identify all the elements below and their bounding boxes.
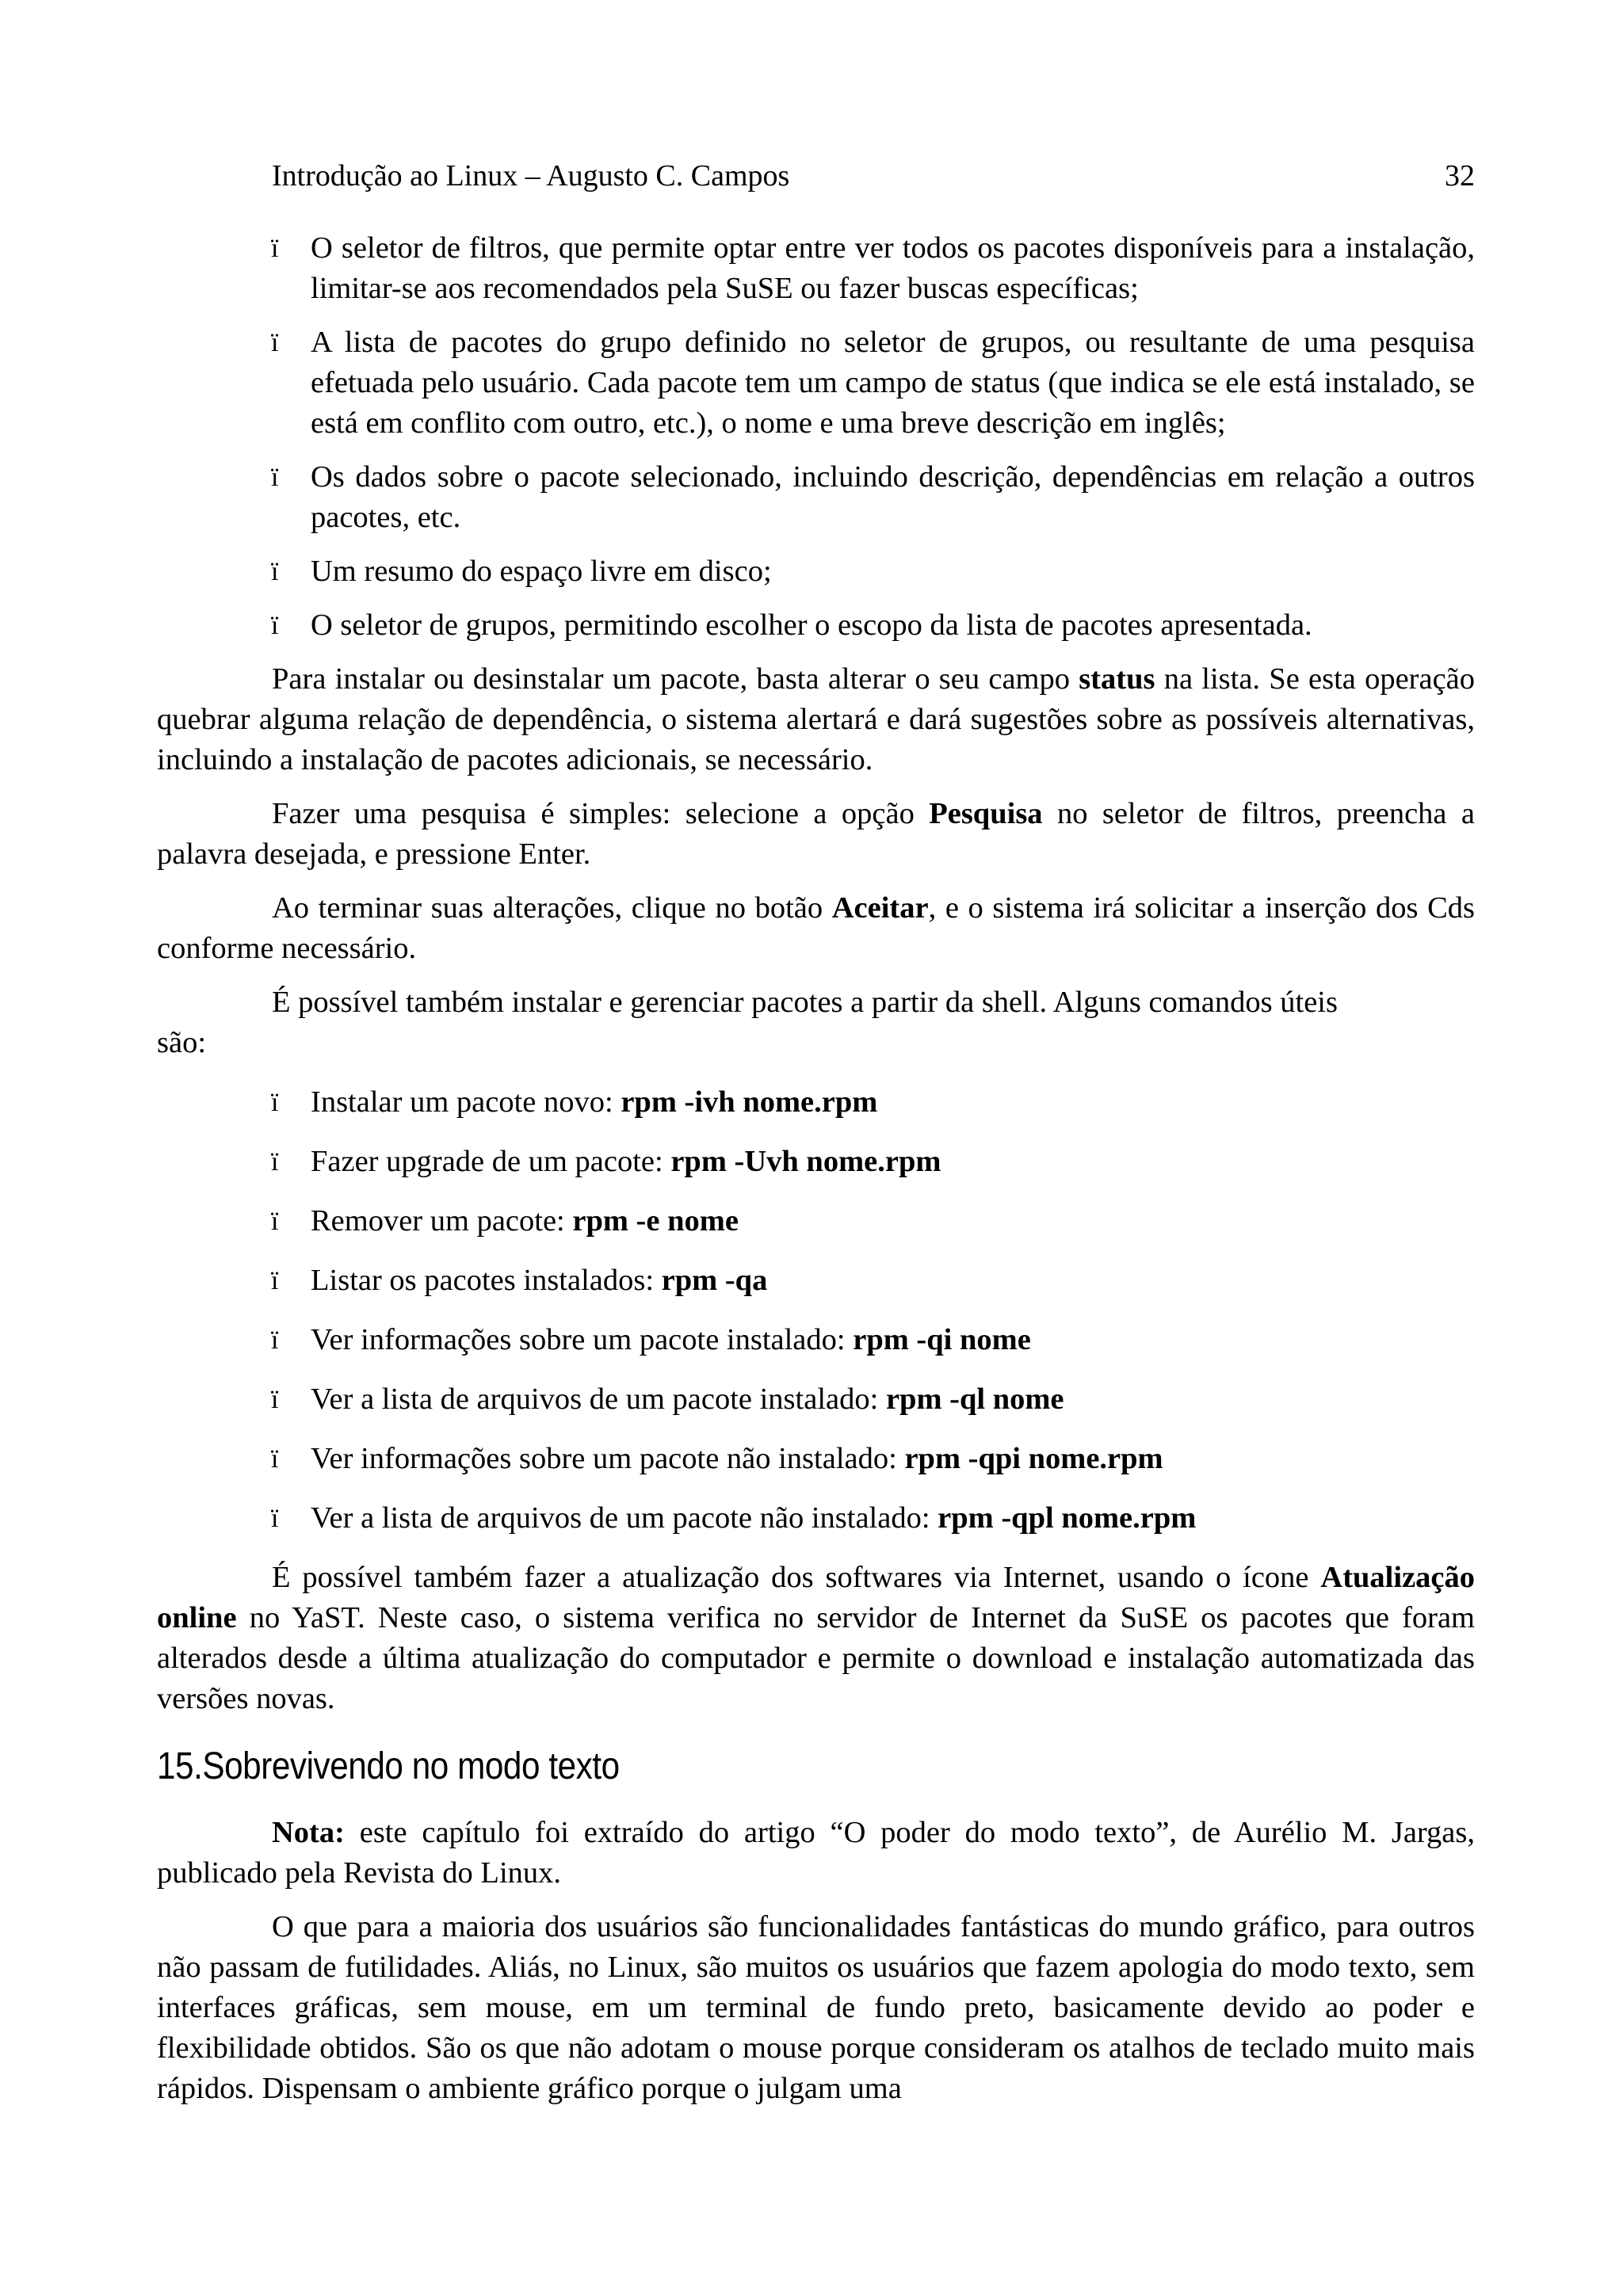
bullet-marker: ï (271, 234, 279, 263)
text-run: É possível também fazer a atualização dos softwares via Internet, usando o ícone (272, 1561, 1321, 1594)
command-code: rpm -qa (661, 1264, 768, 1297)
bullet-marker: ï (271, 1207, 279, 1236)
list-item (157, 457, 1475, 538)
command-code: rpm -qi nome (853, 1323, 1031, 1356)
paragraph-aceitar (157, 888, 1475, 969)
command-code: rpm -ql nome (885, 1383, 1064, 1416)
bold-term-aceitar: Aceitar (831, 891, 929, 925)
bullet-marker: ï (271, 1444, 279, 1474)
list-item (157, 605, 1475, 646)
bold-term-status: status (1079, 662, 1155, 696)
paragraph-text-mode: O que para a maioria dos usuários são funcionalidades fantásticas do mundo gráfico, para outros não passam de futilidades. Aliás, no Linux, são muitos os usuários que fazem apologia do modo texto, sem interfaces gráficas, sem mouse, em um terminal de fundo preto, basicamente devido ao poder e flexibilidade obtidos. São os que não adotam o mouse porque consideram os atalhos de teclado muito mais rápidos. Dispensam o ambiente gráfico porque o julgam uma (157, 1910, 1475, 2105)
list-item-text: Os dados sobre o pacote selecionado, incluindo descrição, dependências em relação a outros pacotes, etc. (311, 460, 1475, 534)
command-item (157, 1320, 1475, 1360)
text-run: Ao terminar suas alterações, clique no botão (272, 891, 832, 925)
text-run: É possível também instalar e gerenciar pacotes a partir da shell. Alguns comandos úteis (272, 986, 1338, 1019)
command-item (157, 1082, 1475, 1123)
text-run: no YaST. Neste caso, o sistema verifica no servidor de Internet da SuSE os pacotes que foram alterados desde a última atualização do computador e permite o download e instalação automatizada das versões novas. (157, 1601, 1475, 1715)
bold-term-nota: Nota: (272, 1816, 345, 1849)
command-item (157, 1498, 1475, 1539)
text-run: , e o sistema irá solicitar a inserção dos Cds conforme necessário. (157, 891, 1475, 965)
bold-term-online-update: Atualização online (157, 1561, 1475, 1634)
text-run: este capítulo foi extraído do artigo “O poder do modo texto”, de Aurélio M. Jargas, publicado pela Revista do Linux. (157, 1816, 1475, 1890)
bullet-marker: ï (271, 328, 279, 357)
list-item (157, 228, 1475, 309)
command-description: Fazer upgrade de um pacote: (311, 1145, 671, 1178)
paragraph-online-update (157, 1558, 1475, 1719)
command-description: Ver informações sobre um pacote instalado: (311, 1323, 854, 1356)
bullet-marker: ï (271, 611, 279, 640)
paragraph-shell (157, 982, 1475, 1063)
command-code: rpm -qpl nome.rpm (938, 1501, 1197, 1535)
header-title: Introdução ao Linux – Augusto C. Campos (272, 159, 790, 193)
list-item-text: A lista de pacotes do grupo definido no seletor de grupos, ou resultante de uma pesquisa efetuada pelo usuário. Cada pacote tem um campo de status (que indica se ele está instalado, se está em conflito com outro, etc.), o nome e uma breve descrição em inglês; (311, 326, 1475, 440)
command-description: Ver informações sobre um pacote não instalado: (311, 1442, 905, 1475)
command-code: rpm -Uvh nome.rpm (670, 1145, 941, 1178)
command-description: Instalar um pacote novo: (311, 1085, 621, 1119)
text-run: Para instalar ou desinstalar um pacote, basta alterar o seu campo (272, 662, 1079, 696)
bold-term-pesquisa: Pesquisa (929, 797, 1043, 830)
command-code: rpm -ivh nome.rpm (621, 1085, 878, 1119)
bullet-marker: ï (271, 1266, 279, 1295)
section-heading: 15.Sobrevivendo no modo texto (157, 1745, 620, 1787)
command-code: rpm -e nome (572, 1204, 739, 1238)
bullet-marker: ï (271, 557, 279, 586)
text-run: Fazer uma pesquisa é simples: selecione a opção (272, 797, 930, 830)
paragraph-status (157, 659, 1475, 780)
command-description: Listar os pacotes instalados: (311, 1264, 662, 1297)
bullet-marker: ï (271, 1385, 279, 1414)
command-code: rpm -qpi nome.rpm (904, 1442, 1163, 1475)
command-description: Ver a lista de arquivos de um pacote não instalado: (311, 1501, 938, 1535)
command-description: Remover um pacote: (311, 1204, 573, 1238)
list-item-text: O seletor de grupos, permitindo escolher o escopo da lista de pacotes apresentada. (311, 608, 1312, 642)
text-run: são: (157, 1026, 207, 1059)
list-item-text: O seletor de filtros, que permite optar entre ver todos os pacotes disponíveis para a instalação, limitar-se aos recomendados pela SuSE ou fazer buscas específicas; (311, 231, 1475, 305)
page-number: 32 (1445, 159, 1475, 193)
command-item (157, 1201, 1475, 1241)
command-item (157, 1261, 1475, 1301)
command-item (157, 1142, 1475, 1182)
bullet-marker: ï (271, 1147, 279, 1177)
list-item (157, 322, 1475, 444)
paragraph-nota (157, 1813, 1475, 1894)
paragraph-pesquisa (157, 794, 1475, 875)
list-item-text: Um resumo do espaço livre em disco; (311, 555, 772, 588)
text-run: no seletor de filtros, preencha a palavra desejada, e pressione Enter. (157, 797, 1476, 871)
bullet-marker: ï (271, 1325, 279, 1355)
text-run: na lista. Se esta operação quebrar alguma relação de dependência, o sistema alertará e dará sugestões sobre as possíveis alternativas, incluindo a instalação de pacotes adicionais, se necessário. (157, 662, 1475, 776)
list-item (157, 551, 1475, 592)
command-description: Ver a lista de arquivos de um pacote instalado: (311, 1383, 886, 1416)
command-item (157, 1439, 1475, 1479)
running-header (272, 155, 1475, 196)
bullet-marker: ï (271, 1088, 279, 1117)
bullet-marker: ï (271, 1504, 279, 1533)
command-item (157, 1379, 1475, 1420)
page-body (157, 228, 1475, 2122)
bullet-marker: ï (271, 463, 279, 492)
